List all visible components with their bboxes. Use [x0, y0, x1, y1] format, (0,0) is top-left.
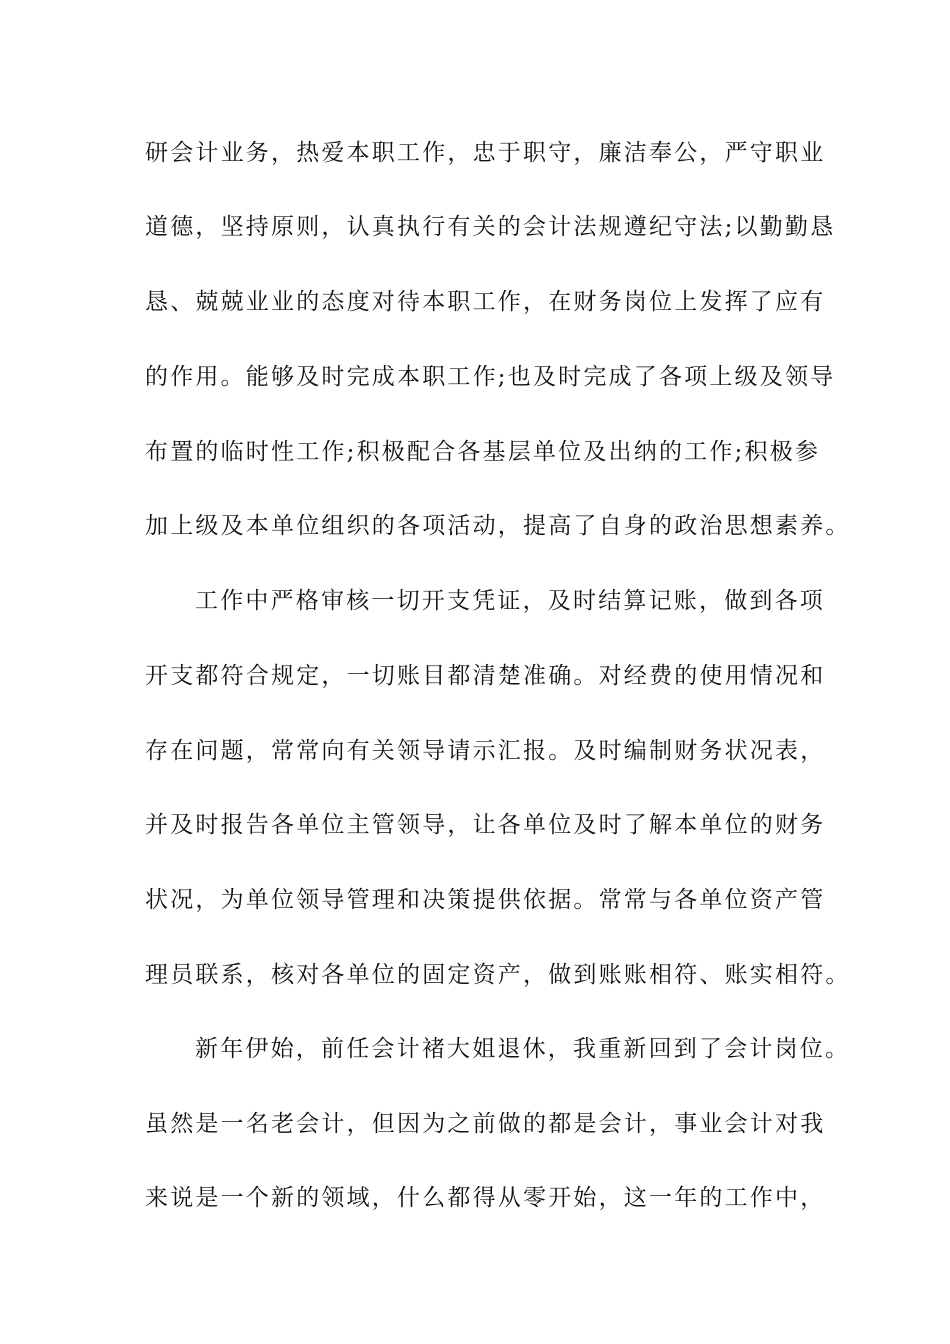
text-line: 工作中严格审核一切开支凭证，及时结算记账，做到各项: [195, 588, 825, 614]
text-line: 加上级及本单位组织的各项活动，提高了自身的政治思想素养。: [145, 513, 851, 539]
text-line: 存在问题，常常向有关领导请示汇报。及时编制财务状况表，: [145, 738, 826, 764]
text-line: 并及时报告各单位主管领导，让各单位及时了解本单位的财务: [145, 812, 826, 838]
text-line: 理员联系，核对各单位的固定资产，做到账账相符、账实相符。: [145, 962, 851, 988]
text-line: 来说是一个新的领域，什么都得从零开始，这一年的工作中，: [145, 1185, 826, 1211]
text-line: 恳、兢兢业业的态度对待本职工作，在财务岗位上发挥了应有: [145, 289, 826, 315]
text-line: 开支都符合规定，一切账目都清楚准确。对经费的使用情况和: [145, 663, 826, 689]
text-line: 新年伊始，前任会计褚大姐退休，我重新回到了会计岗位。: [195, 1036, 851, 1062]
text-line: 的作用。能够及时完成本职工作;也及时完成了各项上级及领导: [145, 364, 836, 390]
text-line: 道德，坚持原则，认真执行有关的会计法规遵纪守法;以勤勤恳: [145, 214, 836, 240]
text-line: 状况，为单位领导管理和决策提供依据。常常与各单位资产管: [145, 887, 826, 913]
text-line: 研会计业务，热爱本职工作，忠于职守，廉洁奉公，严守职业: [145, 140, 826, 166]
text-line: 布置的临时性工作;积极配合各基层单位及出纳的工作;积极参: [145, 439, 821, 465]
text-line: 虽然是一名老会计，但因为之前做的都是会计，事业会计对我: [145, 1111, 826, 1137]
